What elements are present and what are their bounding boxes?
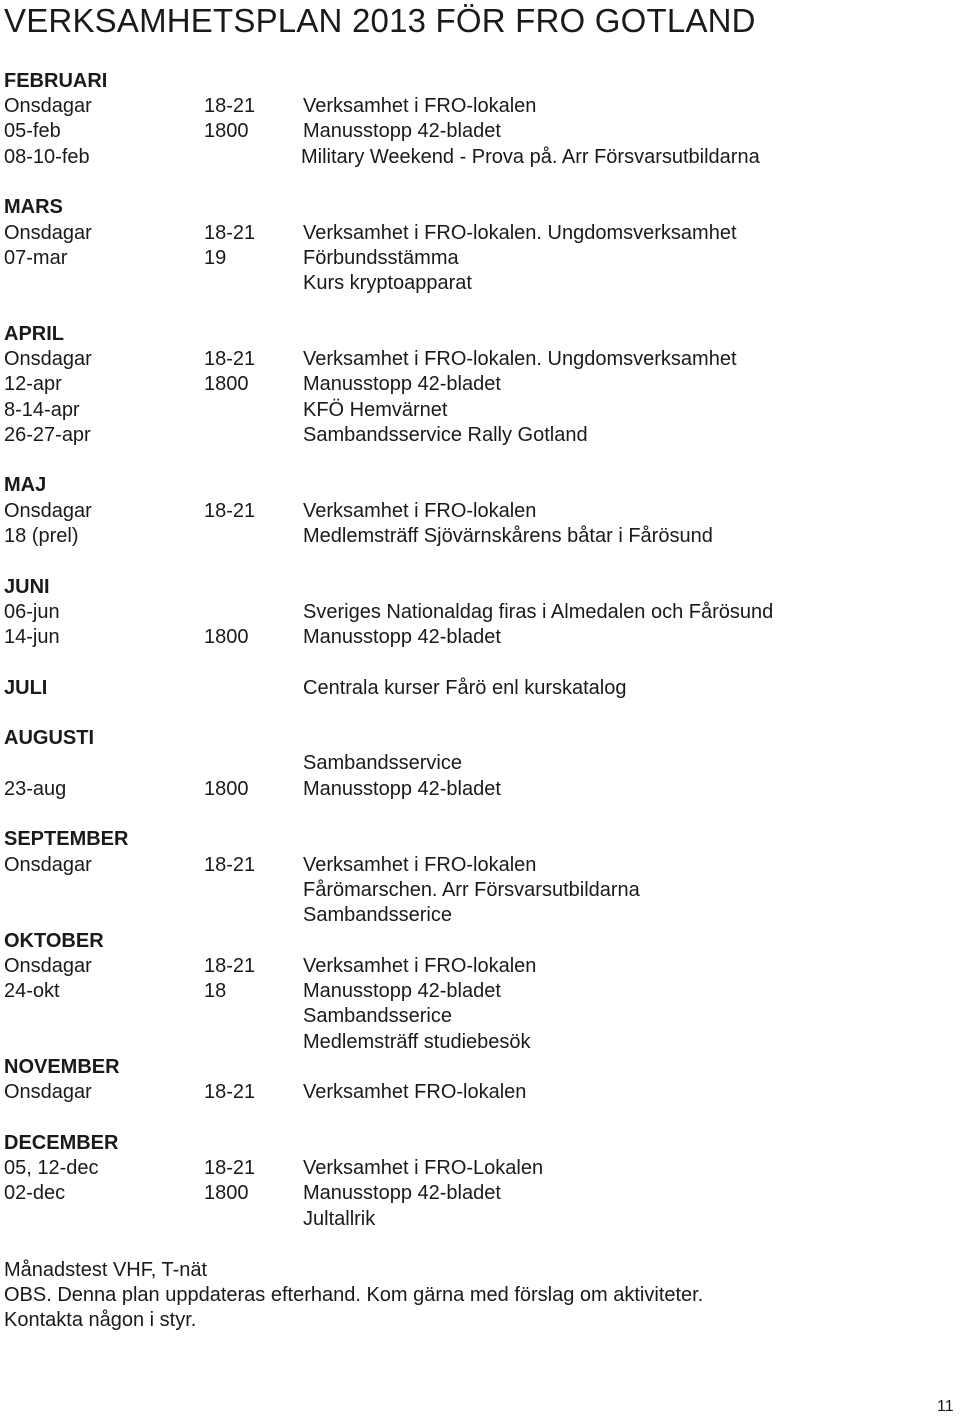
month-heading-september: SEPTEMBER xyxy=(4,828,129,850)
row-date: Onsdagar xyxy=(4,955,92,977)
row-date: 26-27-apr xyxy=(4,424,91,446)
row-time: 1800 xyxy=(204,626,249,648)
row-date: 05, 12-dec xyxy=(4,1157,99,1179)
row-date: 02-dec xyxy=(4,1182,66,1204)
row-date: 08-10-feb xyxy=(4,146,90,168)
row-date: 23-aug xyxy=(4,778,67,800)
month-heading-oktober: OKTOBER xyxy=(4,930,104,952)
row-activity: Medlemsträff Sjövärnskårens båtar i Fårösund xyxy=(303,525,713,547)
row-date: Onsdagar xyxy=(4,854,92,876)
row-date: 8-14-apr xyxy=(4,399,80,421)
row-activity: Sambandsservice Rally Gotland xyxy=(303,424,588,446)
row-date: Onsdagar xyxy=(4,500,92,522)
footer-note-obs: OBS. Denna plan uppdateras efterhand. Kom gärna med förslag om aktiviteter. xyxy=(4,1284,704,1306)
footer-note-test: Månadstest VHF, T-nät xyxy=(4,1259,208,1281)
row-activity: Verksamhet i FRO-lokalen. Ungdomsverksamhet xyxy=(303,222,737,244)
row-activity: Sveriges Nationaldag firas i Almedalen och Fårösund xyxy=(303,601,774,623)
row-time: 18-21 xyxy=(204,348,256,370)
row-activity: Military Weekend - Prova på. Arr Försvarsutbildarna xyxy=(301,146,760,168)
row-time: 18-21 xyxy=(204,222,256,244)
row-time: 1800 xyxy=(204,373,249,395)
row-date: 07-mar xyxy=(4,247,68,269)
month-heading-augusti: AUGUSTI xyxy=(4,727,94,749)
row-date: Onsdagar xyxy=(4,1081,92,1103)
row-date: Onsdagar xyxy=(4,348,92,370)
page-title: VERKSAMHETSPLAN 2013 FÖR FRO GOTLAND xyxy=(4,2,756,39)
row-time: 18-21 xyxy=(204,95,256,117)
row-activity: Förbundsstämma xyxy=(303,247,459,269)
row-date: Onsdagar xyxy=(4,95,92,117)
row-time: 18-21 xyxy=(204,500,256,522)
row-activity: Manusstopp 42-bladet xyxy=(303,980,501,1002)
row-date: 18 (prel) xyxy=(4,525,79,547)
row-date: Onsdagar xyxy=(4,222,92,244)
month-heading-juni: JUNI xyxy=(4,576,50,598)
page-number: 11 xyxy=(937,1398,954,1415)
row-activity: Sambandsserice xyxy=(303,1005,452,1027)
row-activity: Verksamhet FRO-lokalen xyxy=(303,1081,527,1103)
row-time: 18-21 xyxy=(204,1157,256,1179)
row-activity: Verksamhet i FRO-lokalen xyxy=(303,854,537,876)
row-activity: Sambandsserice xyxy=(303,904,452,926)
row-date: 06-jun xyxy=(4,601,60,623)
row-time: 1800 xyxy=(204,778,249,800)
month-heading-mars: MARS xyxy=(4,196,63,218)
row-time: 18-21 xyxy=(204,1081,256,1103)
row-date: 14-jun xyxy=(4,626,60,648)
row-activity: Manusstopp 42-bladet xyxy=(303,373,501,395)
row-activity: Manusstopp 42-bladet xyxy=(303,626,501,648)
row-activity: Verksamhet i FRO-lokalen xyxy=(303,955,537,977)
row-activity: Medlemsträff studiebesök xyxy=(303,1031,531,1053)
row-activity: Verksamhet i FRO-Lokalen xyxy=(303,1157,544,1179)
row-activity: Verksamhet i FRO-lokalen. Ungdomsverksamhet xyxy=(303,348,737,370)
row-time: 18-21 xyxy=(204,955,256,977)
row-activity: Manusstopp 42-bladet xyxy=(303,778,501,800)
row-time: 19 xyxy=(204,247,227,269)
row-activity: KFÖ Hemvärnet xyxy=(303,399,448,421)
row-date: 24-okt xyxy=(4,980,60,1002)
row-activity: Kurs kryptoapparat xyxy=(303,272,472,294)
row-date: 05-feb xyxy=(4,120,61,142)
month-heading-april: APRIL xyxy=(4,323,64,345)
month-heading-februari: FEBRUARI xyxy=(4,70,108,92)
row-activity: Jultallrik xyxy=(303,1208,376,1230)
month-heading-juli: JULI xyxy=(4,677,48,699)
month-heading-november: NOVEMBER xyxy=(4,1056,120,1078)
row-activity: Centrala kurser Fårö enl kurskatalog xyxy=(303,677,627,699)
month-heading-maj: MAJ xyxy=(4,474,47,496)
row-time: 1800 xyxy=(204,1182,249,1204)
row-time: 18 xyxy=(204,980,227,1002)
row-date: 12-apr xyxy=(4,373,62,395)
row-activity: Manusstopp 42-bladet xyxy=(303,120,501,142)
row-activity: Sambandsservice xyxy=(303,752,462,774)
row-activity: Verksamhet i FRO-lokalen xyxy=(303,500,537,522)
footer-note-contact: Kontakta någon i styr. xyxy=(4,1309,197,1331)
row-activity: Fårömarschen. Arr Försvarsutbildarna xyxy=(303,879,640,901)
row-time: 18-21 xyxy=(204,854,256,876)
row-activity: Manusstopp 42-bladet xyxy=(303,1182,501,1204)
row-activity: Verksamhet i FRO-lokalen xyxy=(303,95,537,117)
row-time: 1800 xyxy=(204,120,249,142)
month-heading-december: DECEMBER xyxy=(4,1132,119,1154)
